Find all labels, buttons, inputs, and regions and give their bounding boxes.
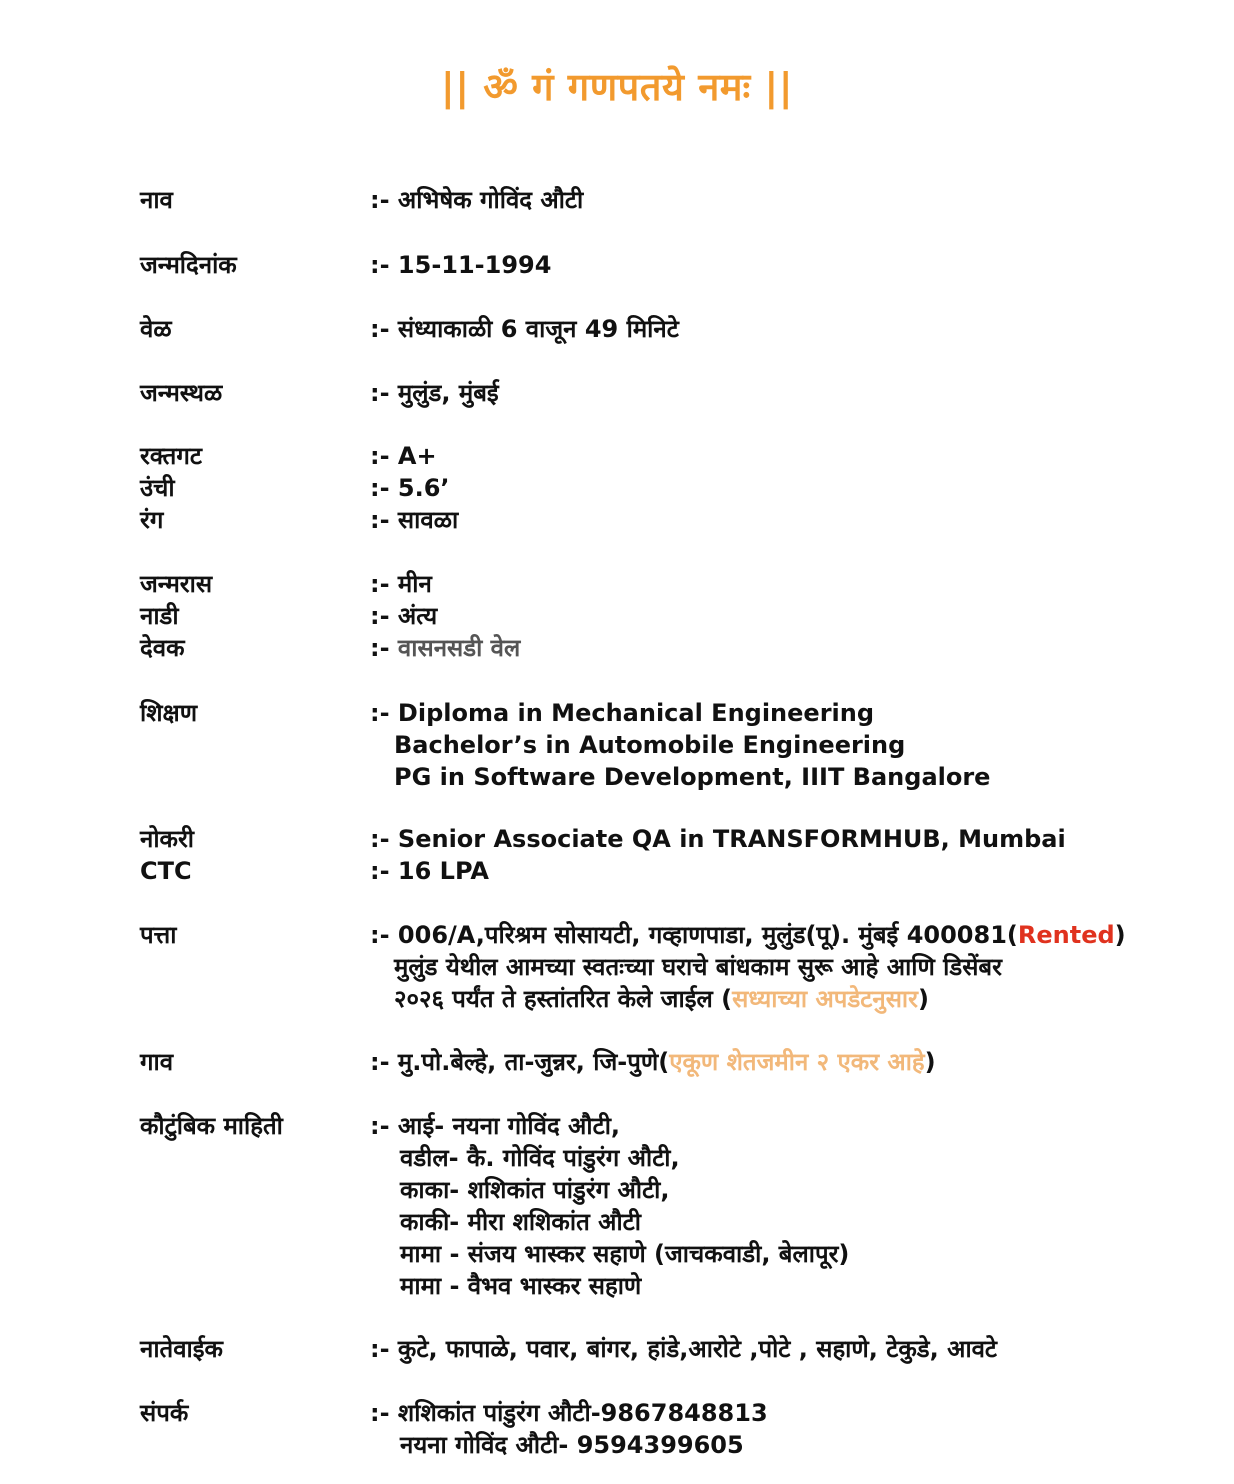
height-value: :- 5.6’: [370, 474, 450, 502]
rented-tag: Rented: [1017, 921, 1115, 949]
dob-value: :- 15-11-1994: [370, 251, 552, 279]
contact-line: :- शशिकांत पांडुरंग औटी-9867848813: [370, 1399, 768, 1427]
address-label: पत्ता: [140, 921, 177, 949]
time-label: वेळ: [140, 315, 172, 343]
ctc-value: :- 16 LPA: [370, 857, 489, 885]
village-text: :- मु.पो.बेल्हे, ता-जुन्नर, जि-पुणे(: [370, 1048, 670, 1076]
devak-value: वासनसडी वेल: [397, 634, 521, 662]
blood-group-label: रक्तगट: [140, 442, 202, 470]
devak-value-wrap: [370, 632, 520, 664]
nadi-value: :- अंत्य: [370, 602, 438, 630]
village-label: गाव: [140, 1048, 174, 1076]
family-line: काका- शशिकांत पांडुरंग औटी,: [400, 1176, 670, 1204]
address-line-2: मुलुंड येथील आमच्या स्वतःच्या घराचे बांधकाम सुरू आहे आणि डिसेंबर: [394, 953, 1002, 981]
rashi-value: :- मीन: [370, 570, 432, 598]
education-value: [370, 697, 990, 793]
village-value: [370, 1046, 936, 1078]
devak-prefix: :-: [370, 634, 398, 662]
name-label: नाव: [140, 186, 173, 214]
birthplace-label: जन्मस्थळ: [140, 379, 223, 407]
education-line: :- Diploma in Mechanical Engineering: [370, 699, 875, 727]
family-value: [370, 1110, 849, 1302]
family-line: मामा - वैभव भास्कर सहाणे: [400, 1272, 642, 1300]
family-line: वडील- कै. गोविंद पांडुरंग औटी,: [400, 1144, 680, 1172]
contact-label: संपर्क: [140, 1399, 189, 1427]
height-label: उंची: [140, 474, 175, 502]
family-line: :- आई- नयना गोविंद औटी,: [370, 1112, 621, 1140]
blood-group-value: :- A+: [370, 442, 437, 470]
contact-line: नयना गोविंद औटी- 9594399605: [400, 1431, 744, 1459]
relatives-value: :- कुटे, फापाळे, पवार, बांगर, हांडे,आरोटे ,पोटे , सहाणे, टेकुडे, आवटे: [370, 1335, 998, 1363]
address-value: [370, 919, 1126, 1015]
family-line: मामा - संजय भास्कर सहाणे (जाचकवाडी, बेलापूर): [400, 1240, 850, 1268]
page-title: || ॐ गं गणपतये नमः ||: [440, 65, 794, 109]
address-line-1-close: ): [1114, 921, 1126, 949]
name-value: :- अभिषेक गोविंद औटी: [370, 186, 584, 214]
devak-label: देवक: [140, 634, 185, 662]
family-line: काकी- मीरा शशिकांत औटी: [400, 1208, 641, 1236]
family-label: कौटुंबिक माहिती: [140, 1112, 283, 1140]
birthplace-value: :- मुलुंड, मुंबई: [370, 379, 499, 407]
complexion-label: रंग: [140, 506, 164, 534]
complexion-value: :- सावळा: [370, 506, 459, 534]
job-label: नोकरी: [140, 825, 194, 853]
education-line: Bachelor’s in Automobile Engineering: [394, 731, 906, 759]
nadi-label: नाडी: [140, 602, 179, 630]
address-line-1: [370, 919, 1126, 951]
dob-label: जन्मदिनांक: [140, 251, 237, 279]
address-line-1-text: :- 006/A,परिश्रम सोसायटी, गव्हाणपाडा, मुलुंड(पू). मुंबई 400081(: [370, 921, 1018, 949]
rashi-label: जन्मरास: [140, 570, 213, 598]
job-value: :- Senior Associate QA in TRANSFORMHUB, Mumbai: [370, 825, 1066, 853]
ctc-label: CTC: [140, 857, 192, 885]
address-update-note: सध्याच्या अपडेटनुसार: [732, 985, 918, 1013]
education-line: PG in Software Development, IIIT Bangalore: [394, 763, 991, 791]
time-value: :- संध्याकाळी 6 वाजून 49 मिनिटे: [370, 315, 679, 343]
education-label: शिक्षण: [140, 699, 198, 727]
village-close: ): [924, 1048, 936, 1076]
relatives-label: नातेवाईक: [140, 1335, 223, 1363]
contact-value: [370, 1397, 768, 1461]
address-line-3-text: २०२६ पर्यंत ते हस्तांतरित केले जाईल (: [394, 985, 733, 1013]
address-line-3-close: ): [917, 985, 929, 1013]
village-land-note: एकूण शेतजमीन २ एकर आहे: [669, 1048, 925, 1076]
address-line-3: [370, 983, 1126, 1015]
